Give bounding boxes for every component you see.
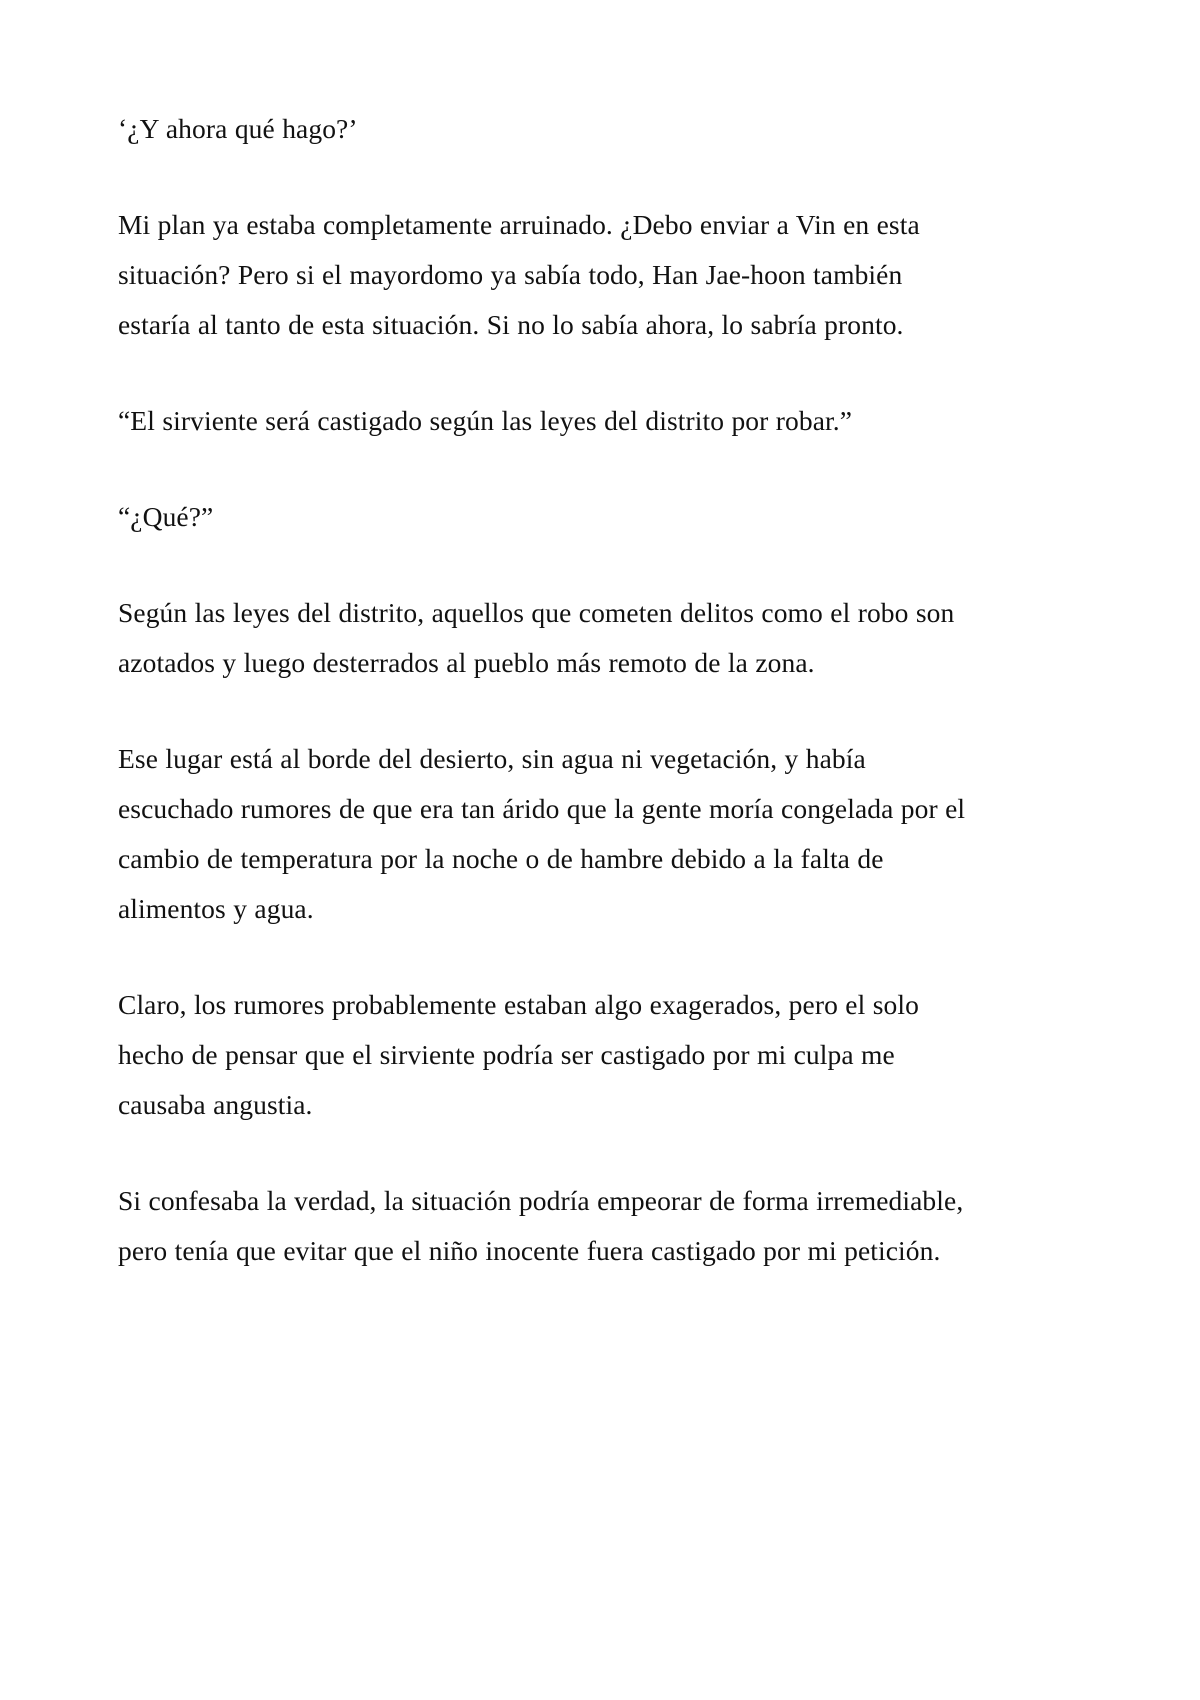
paragraph-narration: Ese lugar está al borde del desierto, sin agua ni vegetación, y había escuchado rumores de que era tan árido que la gente moría congelada por el cambio de temperatura por la noche o de hambre debido a la falta de alimentos y agua. <box>118 743 966 924</box>
paragraph-narration: Claro, los rumores probablemente estaban algo exagerados, pero el solo hecho de pensar que el sirviente podría ser castigado por mi culpa me causaba angustia. <box>118 989 919 1120</box>
paragraph-dialogue: “El sirviente será castigado según las leyes del distrito por robar.” <box>118 405 853 436</box>
paragraph-narration: Según las leyes del distrito, aquellos que cometen delitos como el robo son azotados y luego desterrados al pueblo más remoto de la zona. <box>118 597 955 678</box>
paragraph-inner-thought: ‘¿Y ahora qué hago?’ <box>118 113 358 144</box>
paragraph-narration: Mi plan ya estaba completamente arruinado. ¿Debo enviar a Vin en esta situación? Pero si el mayordomo ya sabía todo, Han Jae-hoon también estaría al tanto de esta situación. Si no lo sabía ahora, lo sabría pronto. <box>118 209 920 340</box>
paragraph-dialogue: “¿Qué?” <box>118 501 214 532</box>
paragraph-narration: Si confesaba la verdad, la situación podría empeorar de forma irremediable, pero tenía que evitar que el niño inocente fuera castigado por mi petición. <box>118 1185 964 1266</box>
document-text-column <box>118 104 980 1276</box>
